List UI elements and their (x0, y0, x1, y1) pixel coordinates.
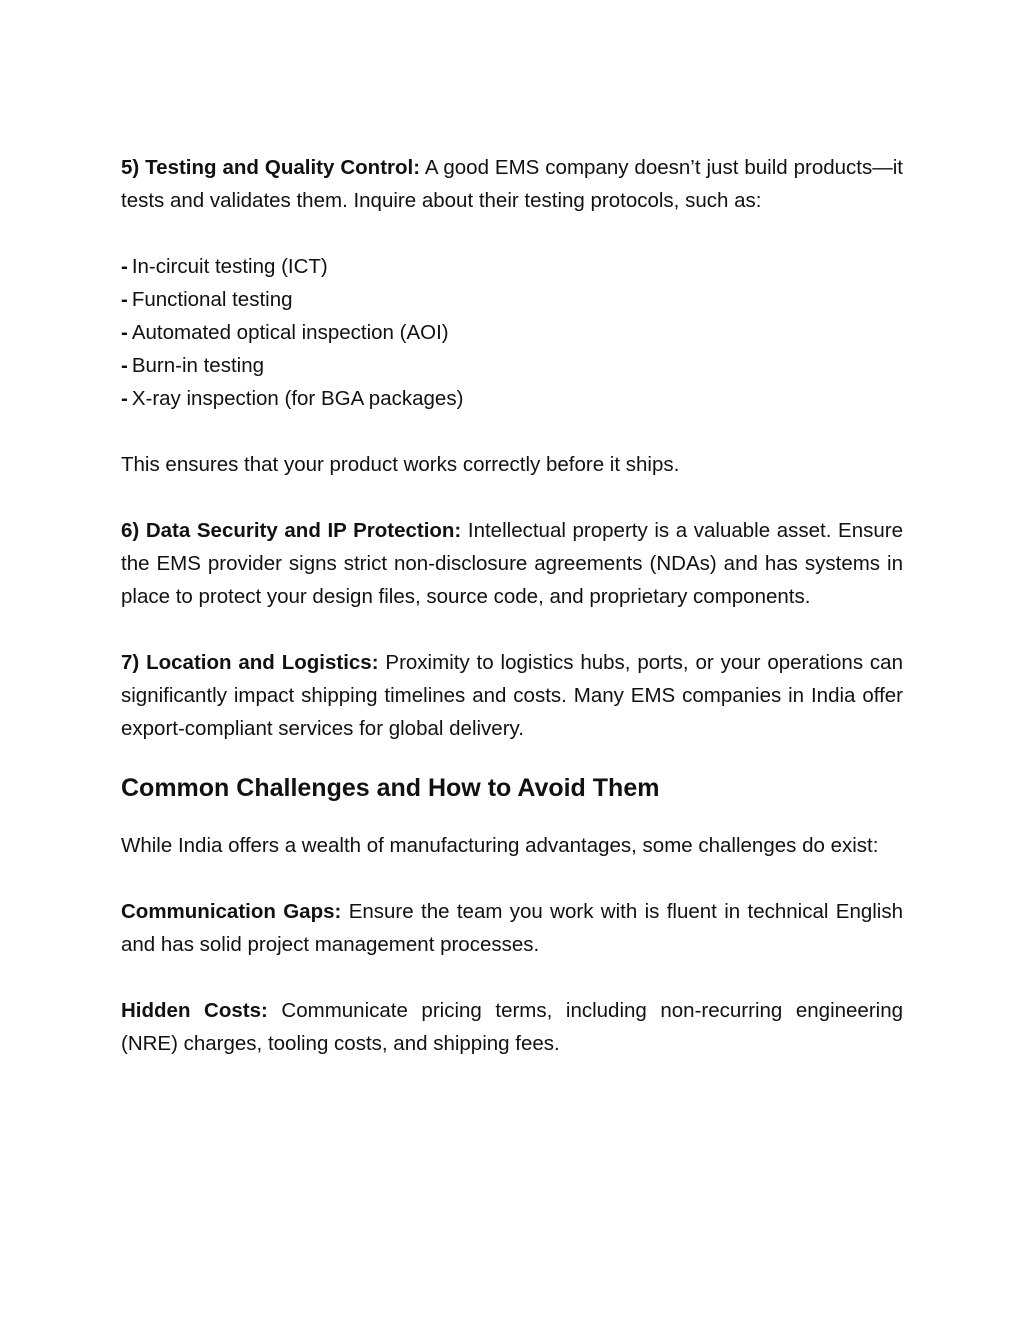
location-label: 7) Location and Logistics: (121, 651, 379, 674)
security-paragraph (121, 514, 903, 613)
testing-text: A good EMS company doesn’t just build products—it tests and validates them. Inquire about their testing protocols, such as: (121, 156, 903, 212)
document-page (121, 151, 903, 1060)
list-item: - X-ray inspection (for BGA packages) (121, 387, 464, 410)
security-label: 6) Data Security and IP Protection: (121, 519, 462, 542)
testing-list (121, 250, 903, 415)
testing-label: 5) Testing and Quality Control: (121, 156, 421, 179)
communication-label: Communication Gaps: (121, 900, 342, 923)
list-item: - Functional testing (121, 288, 293, 311)
communication-paragraph (121, 895, 903, 961)
communication-text: Ensure the team you work with is fluent in technical English and has solid project management processes. (121, 900, 904, 956)
location-text: Proximity to logistics hubs, ports, or your operations can significantly impact shipping timelines and costs. Many EMS companies in India offer export-compliant services for global delivery. (121, 651, 903, 740)
testing-summary: This ensures that your product works correctly before it ships. (121, 453, 680, 476)
location-paragraph (121, 646, 903, 745)
costs-text: Communicate pricing terms, including non-recurring engineering (NRE) charges, tooling costs, and shipping fees. (121, 999, 904, 1055)
list-item: - Burn-in testing (121, 354, 265, 377)
challenges-heading: Common Challenges and How to Avoid Them (121, 774, 660, 802)
testing-paragraph (121, 151, 903, 217)
costs-label: Hidden Costs: (121, 999, 268, 1022)
costs-paragraph (121, 994, 903, 1060)
security-text: Intellectual property is a valuable asset. Ensure the EMS provider signs strict non-disclosure agreements (NDAs) and has systems in place to protect your design files, source code, and proprietary components. (121, 519, 903, 608)
challenges-intro: While India offers a wealth of manufacturing advantages, some challenges do exist: (121, 834, 879, 857)
list-item: - In-circuit testing (ICT) (121, 255, 328, 278)
list-item: - Automated optical inspection (AOI) (121, 321, 449, 344)
